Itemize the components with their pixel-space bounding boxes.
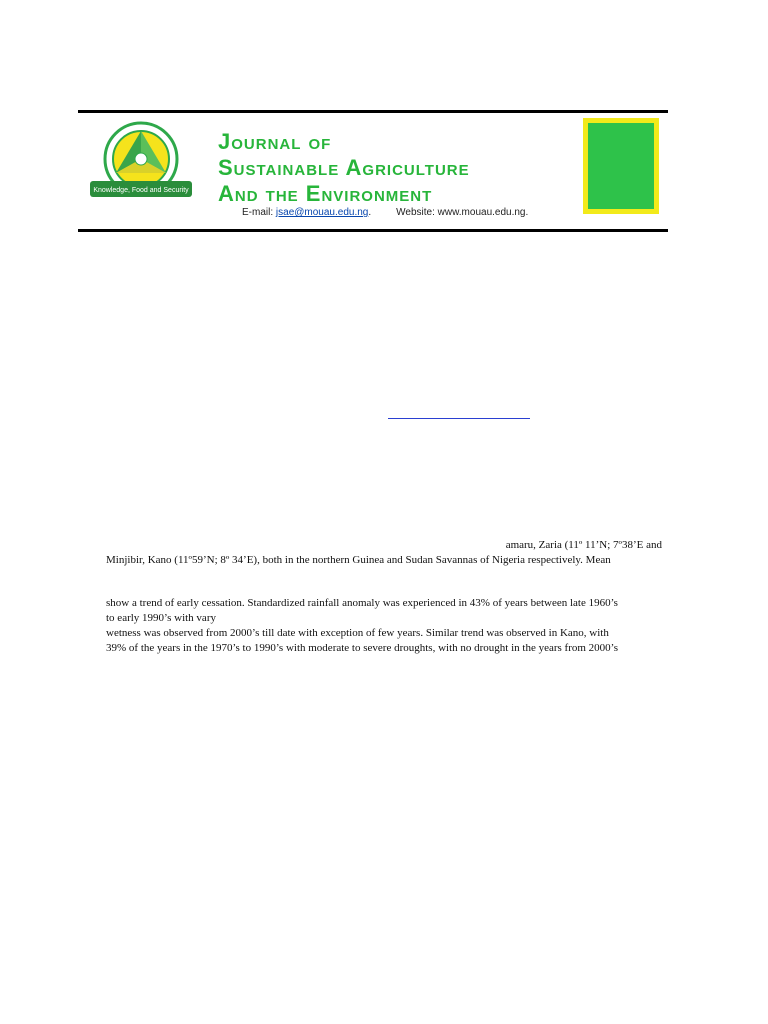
title-line-1: Journal of bbox=[218, 129, 332, 154]
cover-image bbox=[588, 123, 654, 209]
journal-header bbox=[78, 110, 668, 232]
abstract-line: 39% of the years in the 1970’s to 1990’s with moderate to severe droughts, with no drought in the years from 2000’s bbox=[106, 642, 619, 654]
title-line-3: And the Environment bbox=[218, 181, 433, 206]
contact-line: E-mail: jsae@mouau.edu.ng. Website: www.mouau.edu.ng. bbox=[242, 207, 529, 218]
hyperlink-underline[interactable] bbox=[388, 418, 530, 419]
university-logo bbox=[86, 119, 196, 209]
abstract-line: show a trend of early cessation. Standardized rainfall anomaly was experienced in 43% of years between late 1960’s bbox=[106, 597, 618, 609]
journal-cover-thumbnail bbox=[583, 118, 659, 214]
website-url: www.mouau.edu.ng. bbox=[437, 207, 529, 218]
abstract-line: to early 1990’s with vary bbox=[106, 612, 216, 624]
logo-motto: Knowledge, Food and Security bbox=[93, 187, 189, 194]
abstract-line: amaru, Zaria (11º 11’N; 7º38’E and bbox=[505, 539, 662, 551]
abstract-block-2 bbox=[106, 596, 662, 656]
website-label: Website: bbox=[396, 207, 435, 218]
abstract-block-1 bbox=[106, 538, 662, 568]
title-line-2: Sustainable Agriculture bbox=[218, 155, 470, 180]
email-link[interactable]: jsae@mouau.edu.ng bbox=[275, 207, 369, 218]
abstract-line: wetness was observed from 2000’s till date with exception of few years. Similar trend was observed in Kano, with bbox=[106, 627, 609, 639]
email-label: E-mail: bbox=[242, 207, 274, 218]
journal-title bbox=[218, 129, 578, 207]
abstract-line: Minjibir, Kano (11º59’N; 8º 34’E), both in the northern Guinea and Sudan Savannas of Nigeria respectively. Mean bbox=[106, 554, 611, 566]
